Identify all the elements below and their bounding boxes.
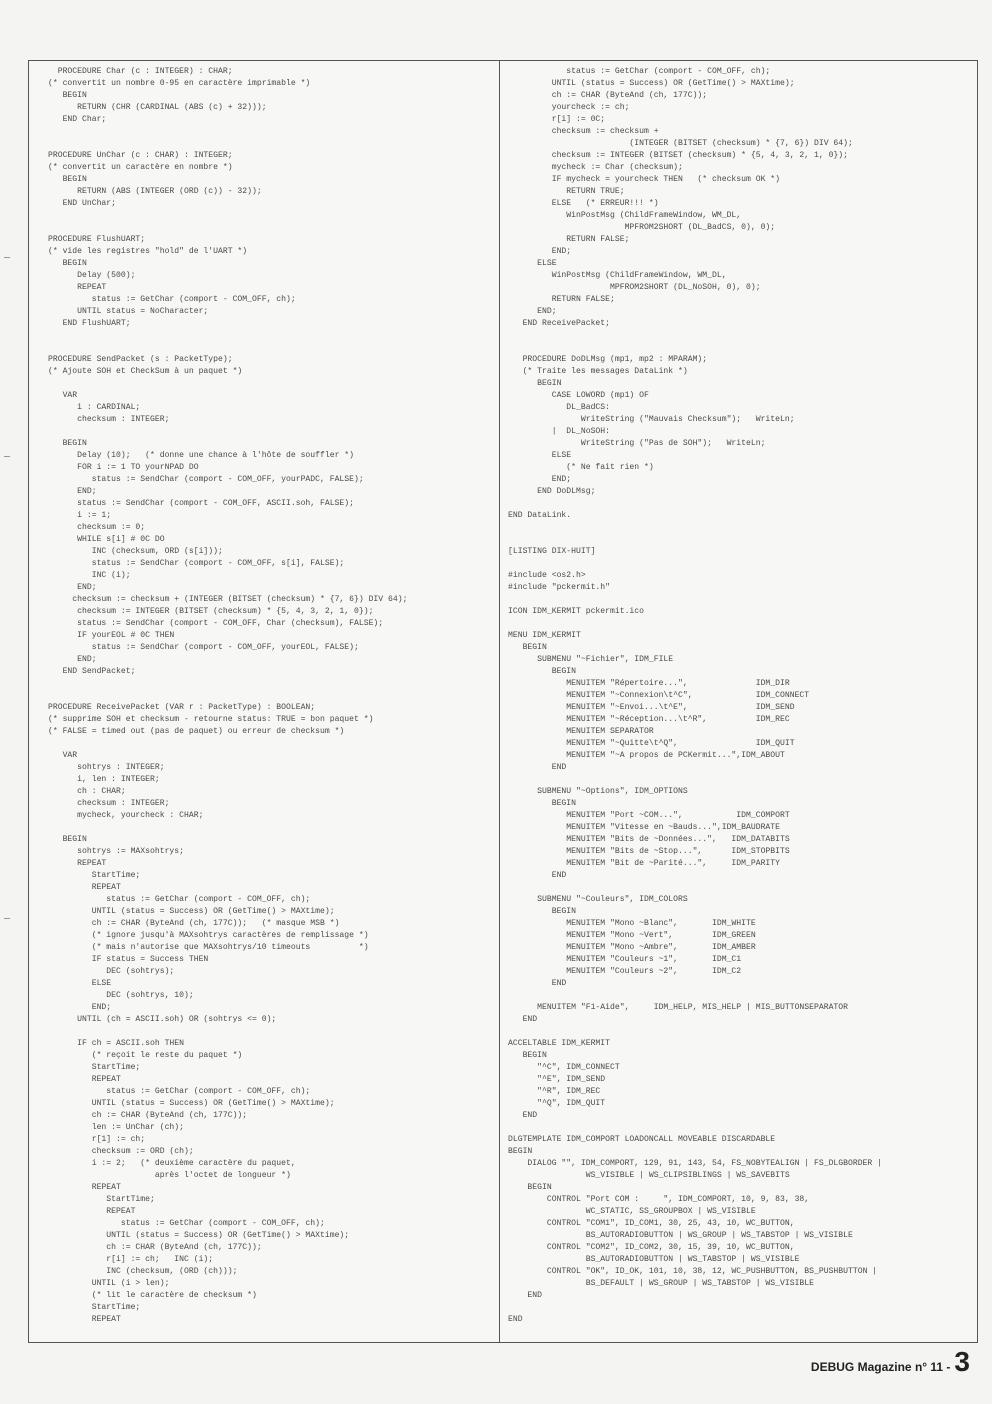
listing-left-column: PROCEDURE Char (c : INTEGER) : CHAR; (* convertit un nombre 0-95 en caractère imprimable *) BEGIN RETURN (CHR (CARDINAL (ABS (c) + 32))); END Char; PROCEDURE UnChar (c : CHAR) : INTEGER; (* convertit un caractère en nombre *) BEGIN RETURN (ABS (INTEGER (ORD (c)) - 32)); END UnChar; PROCEDURE FlushUART; (* vide les registres "hold" de l'UART *) BEGIN Delay (500); REPEAT status := GetChar (comport - COM_OFF, ch); UNTIL status = NoCharacter; END FlushUART; PROCEDURE SendPacket (s : PacketType); (* Ajoute SOH et CheckSum à un paquet *) VAR i : CARDINAL; checksum : INTEGER; BEGIN Delay (10); (* donne une chance à l'hôte de souffler *) FOR i := 1 TO yourNPAD DO status := SendChar (comport - COM_OFF, yourPADC, FALSE); END; status := SendChar (comport - COM_OFF, ASCII.soh, FALSE); i := 1; checksum := 0; WHILE s[i] # 0C DO INC (checksum, ORD (s[i])); status := SendChar (comport - COM_OFF, s[i], FALSE); INC (i); END; checksum := checksum + (INTEGER (BITSET (checksum) * {7, 6}) DIV 64); checksum := INTEGER (BITSET (checksum) * {5, 4, 3, 2, 1, 0}); status := SendChar (comport - COM_OFF, Char (checksum), FALSE); IF yourEOL # 0C THEN status := SendChar (comport - COM_OFF, yourEOL, FALSE); END; END SendPacket; PROCEDURE ReceivePacket (VAR r : PacketType) : BOOLEAN; (* supprime SOH et checksum - retourne status: TRUE = bon paquet *) (* FALSE = timed out (pas de paquet) ou erreur de checksum *) VAR sohtrys : INTEGER; i, len : INTEGER; ch : CHAR; checksum : INTEGER; mycheck, yourcheck : CHAR; BEGIN sohtrys := MAXsohtrys; REPEAT StartTime; REPEAT status := GetChar (comport - COM_OFF, ch); UNTIL (status = Success) OR (GetTime() > MAXtime); ch := CHAR (ByteAnd (ch, 177C)); (* masque MSB *) (* ignore jusqu'à MAXsohtrys caractères de remplissage *) (* mais n'autorise que MAXsohtrys/10 timeouts *) IF status = Success THEN DEC (sohtrys); ELSE DEC (sohtrys, 10); END; UNTIL (ch = ASCII.soh) OR (sohtrys <= 0); IF ch = ASCII.soh THEN (* reçoit le reste du paquet *) StartTime; REPEAT status := GetChar (comport - COM_OFF, ch); UNTIL (status = Success) OR (GetTime() > MAXtime); ch := CHAR (ByteAnd (ch, 177C)); len := UnChar (ch); r[1] := ch; checksum := ORD (ch); i := 2; (* deuxième caractère du paquet, après l'octet de longueur *) REPEAT StartTime; REPEAT status := GetChar (comport - COM_OFF, ch); UNTIL (status = Success) OR (GetTime() > MAXtime); ch := CHAR (ByteAnd (ch, 177C)); r[i] := ch; INC (i); INC (checksum, (ORD (ch))); UNTIL (i > len); (* lit le caractère de checksum *) StartTime; REPEAT	[48, 67, 408, 1324]
margin-mark	[4, 456, 10, 457]
margin-mark	[4, 257, 10, 258]
magazine-credit: DEBUG Magazine n° 11 -	[810, 1360, 951, 1374]
page-footer	[811, 1348, 970, 1378]
listing-right-column: status := GetChar (comport - COM_OFF, ch); UNTIL (status = Success) OR (GetTime() > MAXtime); ch := CHAR (ByteAnd (ch, 177C)); yourcheck := ch; r[i] := 0C; checksum := checksum + (INTEGER (BITSET (checksum) * {7, 6}) DIV 64); checksum := INTEGER (BITSET (checksum) * {5, 4, 3, 2, 1, 0}); mycheck := Char (checksum); IF mycheck = yourcheck THEN (* checksum OK *) RETURN TRUE; ELSE (* ERREUR!!! *) WinPostMsg (ChildFrameWindow, WM_DL, MPFROM2SHORT (DL_BadCS, 0), 0); RETURN FALSE; END; ELSE WinPostMsg (ChildFrameWindow, WM_DL, MPFROM2SHORT (DL_NoSOH, 0), 0); RETURN FALSE; END; END ReceivePacket; PROCEDURE DoDLMsg (mp1, mp2 : MPARAM); (* Traite les messages DataLink *) BEGIN CASE LOWORD (mp1) OF DL_BadCS: WriteString ("Mauvais Checksum"); WriteLn; | DL_NoSOH: WriteString ("Pas de SOH"); WriteLn; ELSE (* Ne fait rien *) END; END DoDLMsg; END DataLink. [LISTING DIX-HUIT] #include <os2.h> #include "pckermit.h" ICON IDM_KERMIT pckermit.ico MENU IDM_KERMIT BEGIN SUBMENU "~Fichier", IDM_FILE BEGIN MENUITEM "Répertoire...", IDM_DIR MENUITEM "~Connexion\t^C", IDM_CONNECT MENUITEM "~Envoi...\t^E", IDM_SEND MENUITEM "~Réception...\t^R", IDM_REC MENUITEM SEPARATOR MENUITEM "~Quitte\t^Q", IDM_QUIT MENUITEM "~A propos de PCKermit...",IDM_ABOUT END SUBMENU "~Options", IDM_OPTIONS BEGIN MENUITEM "Port ~COM...", IDM_COMPORT MENUITEM "Vitesse en ~Bauds...",IDM_BAUDRATE MENUITEM "Bits de ~Données...", IDM_DATABITS MENUITEM "Bits de ~Stop...", IDM_STOPBITS MENUITEM "Bit de ~Parité...", IDM_PARITY END SUBMENU "~Couleurs", IDM_COLORS BEGIN MENUITEM "Mono ~Blanc", IDM_WHITE MENUITEM "Mono ~Vert", IDM_GREEN MENUITEM "Mono ~Ambre", IDM_AMBER MENUITEM "Couleurs ~1", IDM_C1 MENUITEM "Couleurs ~2", IDM_C2 END MENUITEM "F1-Aide", IDM_HELP, MIS_HELP | MIS_BUTTONSEPARATOR END ACCELTABLE IDM_KERMIT BEGIN "^C", IDM_CONNECT "^E", IDM_SEND "^R", IDM_REC "^Q", IDM_QUIT END DLGTEMPLATE IDM_COMPORT LOADONCALL MOVEABLE DISCARDABLE BEGIN DIALOG "", IDM_COMPORT, 129, 91, 143, 54, FS_NOBYTEALIGN | FS_DLGBORDER | WS_VISIBLE | WS_CLIPSIBLINGS | WS_SAVEBITS BEGIN CONTROL "Port COM : ", IDM_COMPORT, 10, 9, 83, 38, WC_STATIC, SS_GROUPBOX | WS_VISIBLE CONTROL "COM1", ID_COM1, 30, 25, 43, 10, WC_BUTTON, BS_AUTORADIOBUTTON | WS_GROUP | WS_TABSTOP | WS_VISIBLE CONTROL "COM2", ID_COM2, 30, 15, 39, 10, WC_BUTTON, BS_AUTORADIOBUTTON | WS_TABSTOP | WS_VISIBLE CONTROL "OK", ID_OK, 101, 10, 38, 12, WC_PUSHBUTTON, BS_PUSHBUTTON | BS_DEFAULT | WS_GROUP | WS_TABSTOP | WS_VISIBLE END END	[508, 67, 882, 1324]
page-number: 3	[954, 1346, 970, 1377]
column-divider	[499, 60, 500, 1343]
margin-mark	[4, 918, 10, 919]
